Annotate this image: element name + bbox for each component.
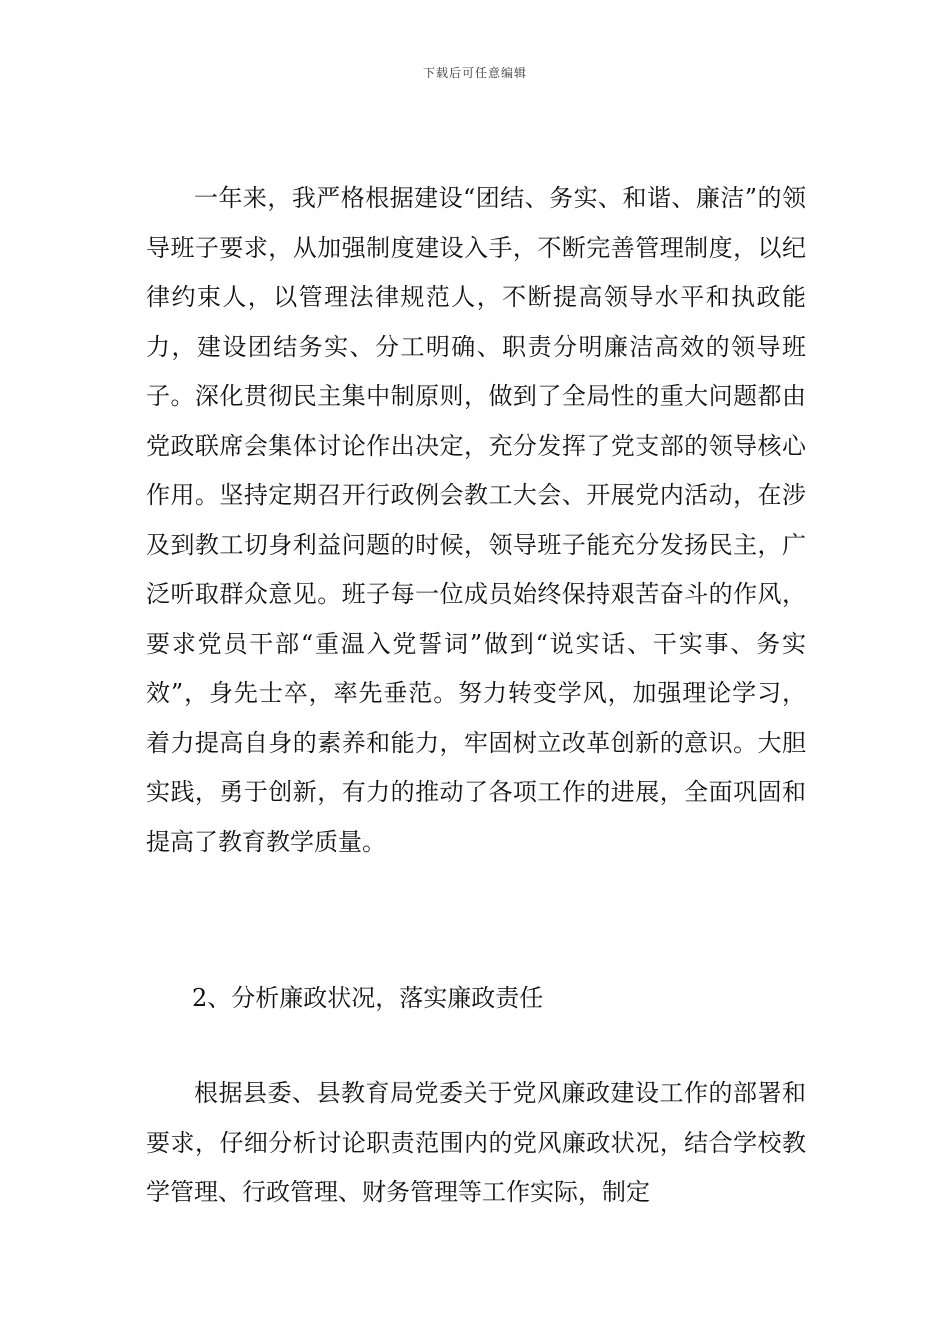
body-paragraph-1: 一年来，我严格根据建设“团结、务实、和谐、廉洁”的领导班子要求，从加强制度建设入手，不断完善管理制度，以纪律约束人，以管理法律规范人，不断提高领导水平和执政能力，建设团结务实、分工明确、职责分明廉洁高效的领导班子。深化贯彻民主集中制原则，做到了全局性的重大问题都由党政联席会集体讨论作出决定，充分发挥了党支部的领导核心作用。坚持定期召开行政例会教工大会、开展党内活动，在涉及到教工切身利益问题的时候，领导班子能充分发扬民主，广泛听取群众意见。班子每一位成员始终保持艰苦奋斗的作风，要求党员干部“重温入党誓词”做到“说实话、干实事、务实效”，身先士卒，率先垂范。努力转变学风，加强理论学习，着力提高自身的素养和能力，牢固树立改革创新的意识。大胆实践，勇于创新，有力的推动了各项工作的进展，全面巩固和提高了教育教学质量。 bbox=[146, 184, 806, 856]
section-heading: 2、分析廉政状况，落实廉政责任 bbox=[192, 984, 544, 1012]
page-header-note: 下载后可任意编辑 bbox=[422, 66, 527, 80]
body-paragraph-2: 根据县委、县教育局党委关于党风廉政建设工作的部署和要求，仔细分析讨论职责范围内的党风廉政状况，结合学校教学管理、行政管理、财务管理等工作实际，制定 bbox=[146, 1079, 806, 1206]
